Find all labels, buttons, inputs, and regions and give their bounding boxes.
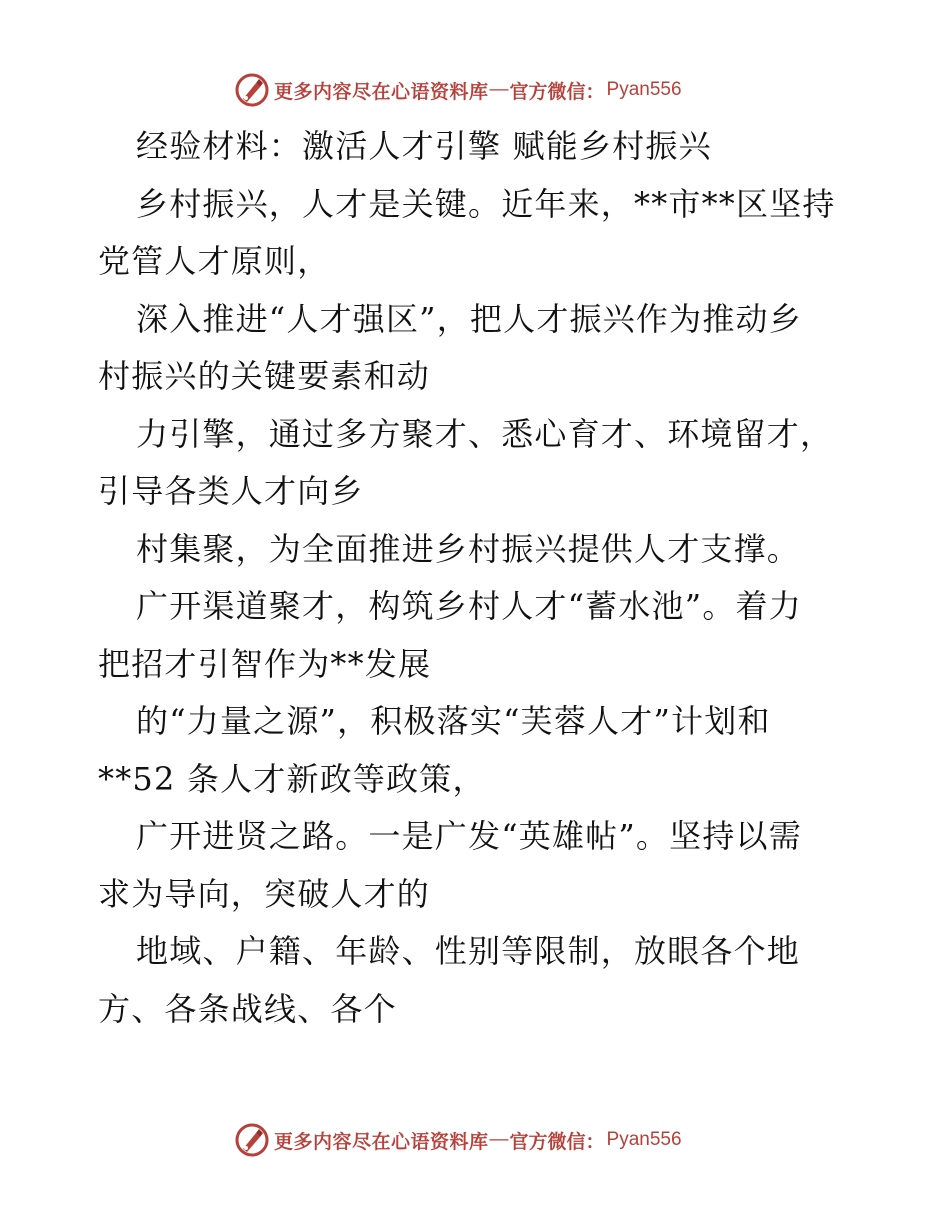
pen-logo-icon <box>234 1122 270 1158</box>
text-line: 的“力量之源”，积极落实“芙蓉人才”计划和 <box>136 702 771 740</box>
text-line: 经验材料：激活人才引擎 赋能乡村振兴 <box>136 127 712 165</box>
watermark-text: 更多内容尽在心语资料库 <box>274 80 489 103</box>
text-line: 求为导向，突破人才的 <box>98 874 431 913</box>
watermark-dash: — <box>489 1129 509 1150</box>
watermark-wechat-id: Pyan556 <box>606 79 682 100</box>
watermark-wechat-id: Pyan556 <box>606 1129 682 1150</box>
text-line: 深入推进“人才强区”，把人才振兴作为推动乡 <box>136 299 802 338</box>
text-line: 力引擎，通过多方聚才、悉心育才、环境留才， <box>136 414 834 453</box>
text-line: 村振兴的关键要素和动 <box>98 357 431 395</box>
document-body <box>98 118 858 1038</box>
text-line: 党管人才原则， <box>98 242 331 280</box>
text-line: 乡村振兴，人才是关键。近年来，**市**区坚持 <box>136 184 836 223</box>
text-line: 地域、户籍、年龄、性别等限制，放眼各个地 <box>136 932 801 970</box>
footer-watermark <box>234 1120 682 1160</box>
watermark-wechat-label: 官方微信： <box>509 1130 605 1153</box>
text-line: 村集聚，为全面推进乡村振兴提供人才支撑。 <box>136 529 801 568</box>
header-watermark <box>234 70 682 110</box>
watermark-dash: — <box>489 79 509 100</box>
watermark-wechat-label: 官方微信： <box>509 80 605 103</box>
pen-logo-icon <box>234 72 270 108</box>
text-line: 广开进贤之路。一是广发“英雄帖”。坚持以需 <box>136 817 802 855</box>
watermark-text: 更多内容尽在心语资料库 <box>274 1130 489 1153</box>
text-line: **52 条人才新政等政策， <box>98 759 486 798</box>
text-line: 把招才引智作为**发展 <box>98 644 432 683</box>
text-line: 广开渠道聚才，构筑乡村人才“蓄水池”。着力 <box>136 587 802 625</box>
text-line: 方、各条战线、各个 <box>98 989 397 1028</box>
text-line: 引导各类人才向乡 <box>98 472 364 510</box>
